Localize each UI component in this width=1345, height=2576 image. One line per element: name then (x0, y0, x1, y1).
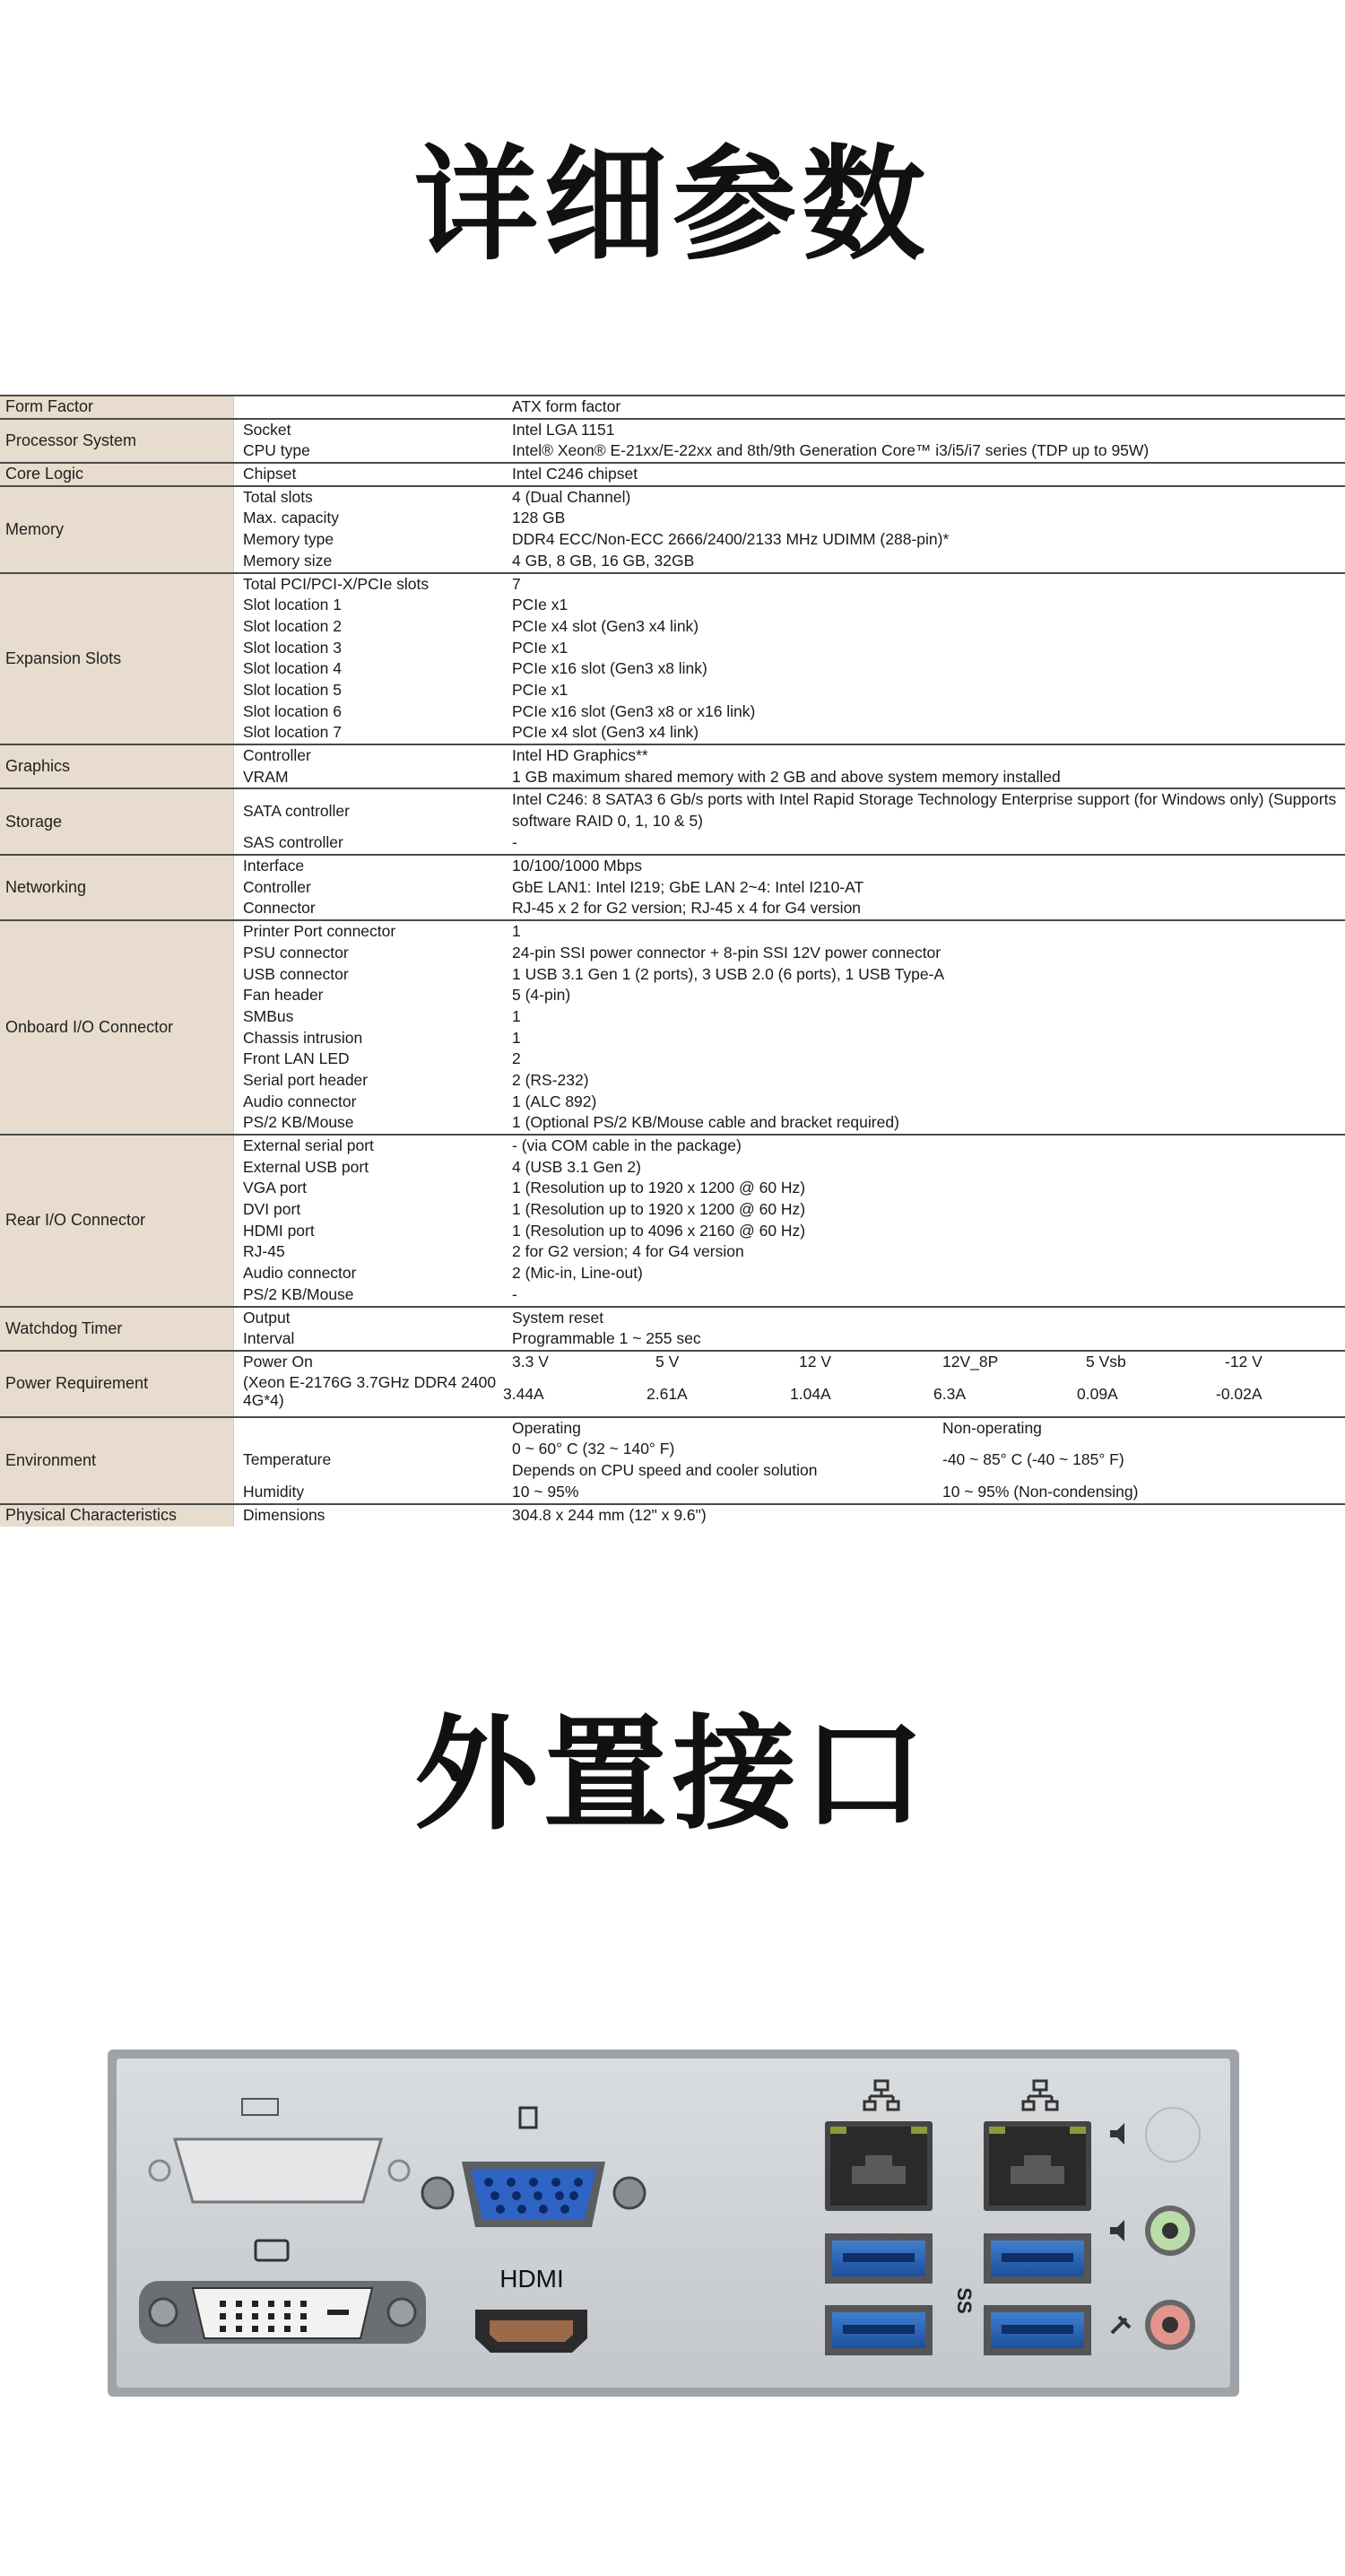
section-processor (0, 420, 1345, 464)
table-row (234, 1241, 1345, 1263)
row-value: 1 (Optional PS/2 KB/Mouse cable and bracket required) (512, 1113, 899, 1132)
row-label: Connector (243, 899, 316, 918)
row-label: SATA controller (243, 801, 350, 820)
row-label: Max. capacity (243, 509, 339, 527)
row-label: Memory type (243, 530, 334, 549)
table-row (234, 1070, 1345, 1092)
row-label: Slot location 1 (243, 596, 342, 614)
usb-ss-icon: SS (953, 2287, 976, 2314)
table-row (234, 616, 1345, 638)
row-value: Intel C246 chipset (512, 465, 638, 483)
power-currents (503, 1373, 1345, 1416)
row-value: 1 (512, 922, 521, 941)
row-value: 2 for G2 version; 4 for G4 version (512, 1242, 744, 1261)
nonop-title: Non-operating (942, 1418, 1042, 1437)
row-label: VRAM (243, 767, 289, 786)
table-row (234, 1352, 1345, 1373)
row-label: DVI port (243, 1200, 301, 1219)
category-label: Power Requirement (0, 1352, 234, 1416)
row-label: Slot location 3 (243, 638, 342, 657)
row-value: 1 USB 3.1 Gen 1 (2 ports), 3 USB 2.0 (6 ports), 1 USB Type-A (512, 964, 945, 983)
row-value: PCIe x16 slot (Gen3 x8 link) (512, 659, 707, 678)
section-memory (0, 487, 1345, 574)
table-row (234, 1221, 1345, 1242)
current-value: 6.3A (933, 1384, 966, 1403)
row-value: 5 (4-pin) (512, 986, 571, 1005)
row-value: Intel HD Graphics** (512, 746, 648, 764)
row-value: PCIe x1 (512, 680, 568, 699)
row-label: Slot location 5 (243, 680, 342, 699)
table-row (234, 1308, 1345, 1329)
row-label: Chipset (243, 465, 297, 483)
table-row (234, 722, 1345, 744)
table-row (234, 1482, 1345, 1503)
row-label: Slot location 7 (243, 723, 342, 742)
row-value: PCIe x4 slot (Gen3 x4 link) (512, 723, 699, 742)
table-row (234, 1199, 1345, 1221)
category-label: Rear I/O Connector (0, 1136, 234, 1306)
row-label: External serial port (243, 1136, 374, 1154)
row-label: SAS controller (243, 833, 343, 852)
table-row (234, 745, 1345, 767)
table-row (234, 701, 1345, 723)
table-row (234, 464, 1345, 485)
row-value: ATX form factor (512, 397, 621, 415)
category-label: Storage (0, 789, 234, 854)
nonop-humidity: 10 ~ 95% (Non-condensing) (942, 1483, 1139, 1501)
rear-io-panel (108, 2049, 1239, 2397)
section-rear-io (0, 1136, 1345, 1308)
row-label: USB connector (243, 964, 349, 983)
table-row (234, 856, 1345, 877)
row-label: SMBus (243, 1006, 294, 1025)
category-label: Graphics (0, 745, 234, 788)
current-value: 0.09A (1077, 1384, 1118, 1403)
row-label: Socket (243, 420, 291, 439)
operating-title: Operating (512, 1418, 581, 1437)
row-label: PSU connector (243, 943, 349, 962)
table-row (234, 1178, 1345, 1199)
current-value: 2.61A (646, 1384, 688, 1403)
specs-heading: 详细参数 (413, 133, 931, 277)
row-value: 4 (USB 3.1 Gen 2) (512, 1157, 641, 1176)
row-value: 1 (512, 1006, 521, 1025)
table-row (234, 658, 1345, 680)
row-value: Intel® Xeon® E-21xx/E-22xx and 8th/9th Generation Core™ i3/i5/i7 series (TDP up to 95W) (512, 441, 1150, 460)
row-label: VGA port (243, 1179, 308, 1197)
category-label: Core Logic (0, 464, 234, 485)
row-value: - (512, 1284, 517, 1303)
row-value: RJ-45 x 2 for G2 version; RJ-45 x 4 for G4 version (512, 899, 862, 918)
row-label: Audio connector (243, 1264, 357, 1283)
row-label: Fan header (243, 986, 324, 1005)
row-label: Memory size (243, 551, 333, 570)
row-label: Printer Port connector (243, 922, 396, 941)
nonop-temp: -40 ~ 85° C (-40 ~ 185° F) (942, 1450, 1124, 1469)
row-label: RJ-45 (243, 1242, 285, 1261)
row-label: Interval (243, 1329, 295, 1348)
usb-port (825, 2305, 933, 2355)
row-label: Controller (243, 877, 311, 896)
row-value: DDR4 ECC/Non-ECC 2666/2400/2133 MHz UDIMM (288-pin)* (512, 530, 950, 549)
usb-port (984, 2305, 1091, 2355)
row-value: 1 (Resolution up to 1920 x 1200 @ 60 Hz) (512, 1200, 806, 1219)
row-label: Audio connector (243, 1092, 357, 1110)
table-row (234, 396, 1345, 418)
category-label: Physical Characteristics (0, 1505, 234, 1527)
panel-knockout (1146, 2108, 1200, 2162)
row-value: 7 (512, 574, 521, 593)
table-row (234, 1112, 1345, 1134)
io-heading: 外置接口 (413, 1702, 931, 1847)
row-label: Total slots (243, 487, 313, 506)
rail-label: -12 V (1225, 1352, 1263, 1371)
row-label: Dimensions (243, 1505, 325, 1524)
table-row (234, 832, 1345, 854)
table-row (234, 680, 1345, 701)
rail-label: 12V_8P (942, 1352, 999, 1371)
table-row (234, 1418, 1345, 1440)
row-value: 24-pin SSI power connector + 8-pin SSI 12V power connector (512, 943, 941, 962)
table-row (234, 1263, 1345, 1284)
row-label: Front LAN LED (243, 1049, 350, 1068)
row-label: Slot location 6 (243, 701, 342, 720)
table-row (234, 921, 1345, 943)
section-graphics (0, 745, 1345, 789)
rail-label: 3.3 V (512, 1352, 549, 1371)
row-value: System reset (512, 1308, 604, 1327)
table-row (234, 1049, 1345, 1070)
table-row (234, 1136, 1345, 1157)
row-value: PCIe x16 slot (Gen3 x8 or x16 link) (512, 701, 756, 720)
table-row (234, 551, 1345, 572)
table-row (234, 1328, 1345, 1350)
hdmi-label: HDMI (499, 2265, 564, 2293)
category-label: Environment (0, 1418, 234, 1503)
table-row (234, 1028, 1345, 1049)
row-label: (Xeon E-2176G 3.7GHz DDR4 2400 4G*4) (243, 1372, 497, 1409)
rail-label: 5 Vsb (1086, 1352, 1126, 1371)
section-expansion-slots (0, 574, 1345, 746)
table-row (234, 487, 1345, 509)
row-value: PCIe x4 slot (Gen3 x4 link) (512, 616, 699, 635)
row-label: Output (243, 1308, 291, 1327)
row-value: Programmable 1 ~ 255 sec (512, 1329, 701, 1348)
table-row (234, 638, 1345, 659)
table-row (234, 1373, 1345, 1416)
table-row (234, 1439, 1345, 1482)
section-onboard-io (0, 921, 1345, 1136)
rail-label: 5 V (655, 1352, 680, 1371)
section-networking (0, 856, 1345, 921)
section-watchdog (0, 1308, 1345, 1352)
category-label: Memory (0, 487, 234, 572)
table-row (234, 943, 1345, 964)
row-value: 4 (Dual Channel) (512, 487, 631, 506)
section-environment (0, 1418, 1345, 1505)
row-label: CPU type (243, 441, 310, 460)
power-rails (512, 1352, 1345, 1373)
current-value: 3.44A (503, 1384, 544, 1403)
row-label: Power On (243, 1352, 313, 1371)
row-label: Interface (243, 857, 305, 875)
row-label: External USB port (243, 1157, 369, 1176)
section-core-logic (0, 464, 1345, 487)
category-label: Expansion Slots (0, 574, 234, 744)
table-row (234, 1006, 1345, 1028)
table-row (234, 529, 1345, 551)
operating-note: Depends on CPU speed and cooler solution (512, 1460, 818, 1479)
current-value: -0.02A (1216, 1384, 1263, 1403)
row-label: PS/2 KB/Mouse (243, 1284, 354, 1303)
row-label: PS/2 KB/Mouse (243, 1113, 354, 1132)
table-row (234, 1284, 1345, 1306)
table-row (234, 440, 1345, 462)
row-value: 2 (512, 1049, 521, 1068)
row-label: Slot location 4 (243, 659, 342, 678)
row-value: 2 (RS-232) (512, 1070, 589, 1089)
table-row (234, 898, 1345, 919)
row-value: 1 (ALC 892) (512, 1092, 597, 1110)
spec-table (0, 395, 1345, 1527)
row-label (234, 396, 512, 418)
row-label: Temperature (243, 1450, 332, 1469)
row-value: - (512, 833, 517, 852)
table-row (234, 574, 1345, 596)
row-value: 128 GB (512, 509, 566, 527)
row-value: 4 GB, 8 GB, 16 GB, 32GB (512, 551, 695, 570)
section-storage (0, 789, 1345, 856)
table-row (234, 420, 1345, 441)
operating-temp: 0 ~ 60° C (32 ~ 140° F) (512, 1440, 675, 1458)
category-label: Networking (0, 856, 234, 919)
category-label: Processor System (0, 420, 234, 462)
row-value: 304.8 x 244 mm (12" x 9.6") (512, 1505, 707, 1524)
table-row (234, 508, 1345, 529)
row-value: Intel C246: 8 SATA3 6 Gb/s ports with Intel Rapid Storage Technology Enterprise support (for Windows only) (Supports software RAID 0, 1, 10 & 5) (512, 790, 1337, 831)
row-value: 2 (Mic-in, Line-out) (512, 1264, 643, 1283)
row-label: Controller (243, 746, 311, 764)
row-value: 1 GB maximum shared memory with 2 GB and above system memory installed (512, 767, 1061, 786)
usb-port (984, 2233, 1091, 2284)
row-value: PCIe x1 (512, 638, 568, 657)
row-value: 1 (Resolution up to 1920 x 1200 @ 60 Hz) (512, 1179, 806, 1197)
table-row (234, 964, 1345, 986)
table-row (234, 767, 1345, 788)
row-value: PCIe x1 (512, 596, 568, 614)
table-row (234, 1157, 1345, 1179)
category-label: Onboard I/O Connector (0, 921, 234, 1134)
row-value: GbE LAN1: Intel I219; GbE LAN 2~4: Intel I210-AT (512, 877, 864, 896)
section-power (0, 1352, 1345, 1418)
row-label: Total PCI/PCI-X/PCIe slots (243, 574, 430, 593)
category-label: Form Factor (0, 396, 234, 418)
row-value: 1 (Resolution up to 4096 x 2160 @ 60 Hz) (512, 1221, 806, 1240)
table-row (234, 1505, 1345, 1527)
section-form-factor (0, 395, 1345, 420)
current-value: 1.04A (790, 1384, 831, 1403)
row-value: - (via COM cable in the package) (512, 1136, 742, 1154)
rail-label: 12 V (799, 1352, 831, 1371)
operating-humidity: 10 ~ 95% (512, 1483, 579, 1501)
table-row (234, 985, 1345, 1006)
section-physical (0, 1505, 1345, 1527)
row-value: Intel LGA 1151 (512, 420, 615, 439)
row-label: HDMI port (243, 1221, 315, 1240)
table-row (234, 789, 1345, 832)
table-row (234, 595, 1345, 616)
row-label: Humidity (243, 1483, 305, 1501)
row-value: 10/100/1000 Mbps (512, 857, 642, 875)
category-label: Watchdog Timer (0, 1308, 234, 1350)
table-row (234, 1092, 1345, 1113)
row-value: 1 (512, 1028, 521, 1047)
usb-port (825, 2233, 933, 2284)
row-label: Serial port header (243, 1070, 369, 1089)
row-label: Chassis intrusion (243, 1028, 363, 1047)
table-row (234, 877, 1345, 899)
row-label: Slot location 2 (243, 616, 342, 635)
